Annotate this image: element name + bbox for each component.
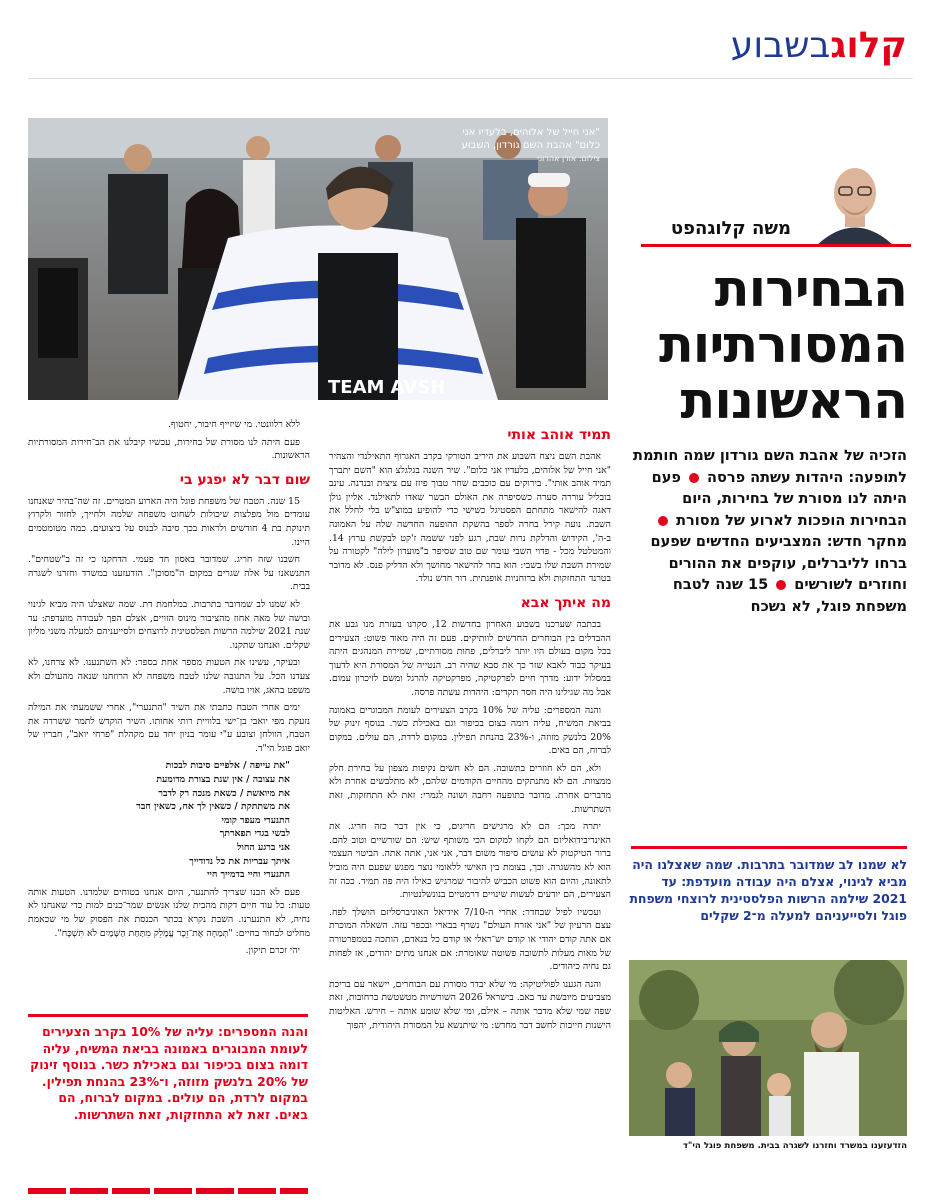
poem-line: "את עייפה / אלפיים סיבות לבכות bbox=[165, 760, 290, 772]
photo-caption bbox=[440, 126, 600, 165]
fogel-family-photo bbox=[629, 960, 907, 1136]
paragraph: והנה הגענו לפוליטיקה: מי שלא יבדר מסורת עם הבוחרים, יישאר עם בריכת מצביעים מיובשת עד באב. בישראל 2026 השורשיות מטשטשת ברחובות, זאת שפה שמי שלא מדבר אותה – אילם, ומי שלא שומע אותה – חירש. האליטות הישנות חייבות לחשב דבר מחדש: מי שיתנשא על המסורת היהודית, יהפוך bbox=[329, 978, 611, 1031]
author-photo bbox=[803, 155, 907, 245]
lead-part-3: מחקר חדש: המצביעים החדשים שפעם ברחו לליברלים, עוקפים את ההורים וחוזרים לשורשים bbox=[650, 534, 907, 593]
top-divider bbox=[28, 78, 913, 79]
bullet-dot bbox=[689, 473, 699, 483]
pullquote-red: והנה המספרים: עליה של 10% בקרב הצעירים לעומת המבוגרים באמונה בביאת המשיח, עליה דומה בצום בכיפור וגם באכילת כשר. בנוסף זינוק של 20% בלנשק מזוזה, ו־23% בהנחת תפילין. במקום לרדת, הם עולים. במקום לברוח, הם באים. זאת לא התחזקות, זאת השתרשות. bbox=[30, 1024, 308, 1122]
paragraph: ועכשיו לפיל שבחדר: אחרי ה-7/10 אידיאל האוניברסליזם הושלך לפח. עצם הרעיון של "אני אזרח העולם" נשרף בבארי ובכפר עזה. השאלה המוכרת אם אתה קודם יהודי או קודם יש־ראלי או קודם כל בנאדם, הותכה בטמפרטורה של מאות מעלות לתשובה פשוטה שאומרת: אם אנחנו מתים יהודים, אז לפחות גם נחיה כיהודים. bbox=[329, 906, 611, 973]
paragraph: פעם לא הבנו שצריך להתנער, היום אנחנו בטוחים שלמדנו. הטעות אותה טעות: כל עוד חיים דקות מהבית שלנו אנשים שמר־כנים למות כדי שאנחנו לא נחיה, לא התנערנו. השבת נקרא בכתר הכנסת את הפסוק של מי שכאמת מחליט לבחור בחיים: "תְּמַחֶה אֶת־זֵכֶר עֲמָלֵק מִתַּחַת הַשָּׁמָיִם לֹא תִּשְׁכָּח". bbox=[28, 886, 310, 939]
lead-part-1: הזכיה של אהבת השם גורדון שמה חותמת לתופעה: היהדות עשתה פרסה bbox=[633, 448, 907, 486]
bottom-decorative-strip bbox=[28, 1188, 308, 1194]
paragraph: פעם היתה לנו מסורת של בחירות, עכשיו קיבלנו את הב־חירות המסורתיות הראשונות. bbox=[28, 436, 310, 462]
poem-line: איתך עבריות את כל נדודייך bbox=[189, 855, 290, 867]
subheading-nothing-will-hurt-me: שום דבר לא יפגע בי bbox=[179, 471, 310, 488]
pullquote-rule bbox=[28, 1014, 308, 1017]
paragraph: ולא, הם לא חוזרים בתשובה. הם לא חשים נקיפות מצפון על בחירת חלק ממצוות. הם לא מתנתקים מהחיים הקודמים שלהם, לא מתלבשים אחרת ולא מדברים אחרת. מדובר בתופעה רחבה ושונה לגמרי: זאת לא התחזקות, זאת השתרשות. bbox=[329, 762, 611, 815]
article-headline bbox=[632, 262, 907, 430]
paragraph: ללא רלוונטי. מי שיזייף חיבור, יחטוף. bbox=[167, 419, 300, 430]
bullet-dot bbox=[776, 580, 786, 590]
poem-lyrics bbox=[28, 759, 290, 881]
paragraph: והנה המספרים: עליה של 10% בקרב הצעירים לעומת המבוגרים באמונה בביאת המשיח, עליה דומה בצום בכיפור וגם באכילת כשר. בנוסף זינוק של 20% בלנשק מזוזה, ו-23% בהנחת תפילין. במקום לרדת, הם עולים. במקום לברוח, הם באים. bbox=[329, 704, 611, 757]
main-photo bbox=[28, 118, 608, 400]
lead-part-2: פעם היתה לנו מסורת של בחירות, היום הבחירות הופכות לארוע של מסורת bbox=[651, 469, 907, 529]
poem-line: התנערי וחיי בדמייך חיי bbox=[206, 869, 290, 881]
author-portrait bbox=[803, 155, 907, 245]
article-lead bbox=[627, 446, 907, 618]
family-illustration bbox=[629, 960, 907, 1136]
paragraph: יהי זכרם תיקון. bbox=[245, 945, 300, 957]
headline-line-3: הראשונות bbox=[680, 372, 907, 431]
paragraph: 15 שנה. הטבח של משפחת פוגל היה הארוע המטרים. זה שה־בהיר שאנחנו עומדים מול מפלצות שיכולות לשחוט משפחה שלמה ולחייך, לחזור ולקרוץ תינוקת בת 4 חודשים ולראות בכך סיבה לבנוס על ביצועים. כמה מטומטמים היינו. bbox=[28, 495, 310, 548]
pullquote-rule bbox=[631, 846, 907, 849]
logo-blue-part: בשבוע bbox=[730, 25, 831, 66]
poem-line: התנערי מעפר קומי bbox=[221, 814, 290, 826]
paragraph: בכתבה שערכנו בשבוע האחרון בחדשות 12, סקרנו בעזרת מנו גבע את ההבדלים בין הבוחרים החדשים לוותיקים. פעם זה היה מאוד פשוט: הצעירים בכל מקום בעולם היו יותר ליברלים, פחות מסורתיים, שמירת המנהגים היתה בעיקר כבוד לאבא שזר כך את סבא שהיה רב. הנטייה של המסורת היא לדעוך במסלול ידוע: מדרך חיים לפרקטיקה, מפרקטיקה להרגל ומשם לזיכרון עמום. אבל מה שגילינו היה חסר תקדים: היהדות עשתה פרסה. bbox=[329, 618, 611, 698]
logo-red-part: קלוג bbox=[830, 25, 907, 66]
subheading-whats-with-you-dad: מה איתך אבא bbox=[520, 594, 611, 611]
author-name: משה קלוגהפט bbox=[670, 218, 791, 239]
bullet-dot bbox=[658, 516, 668, 526]
poem-line: את עצובה / אין שנת בצורת מדומעת bbox=[156, 774, 290, 786]
author-underline bbox=[641, 244, 911, 247]
paragraph: חשבנו שזה חריג. שמדובר באסון חד פעמי. הדחקנו כי זה ב"שטחים". התנשאנו על אלה שגרים במקום ה"מסוכן". הזדעזענו במשרד וחזרנו לשגרה בבית. bbox=[28, 554, 310, 593]
subheading-always-loves-me: תמיד אוהב אותי bbox=[507, 427, 611, 443]
family-photo-caption: הזדעזענו במשרד וחזרנו לשגרה בבית. משפחת פוגל הי"ד bbox=[682, 1141, 907, 1151]
paragraph: ימים אחרי הטבח כתבתי את השיר "התנערי", אחרי ששמעתי את המילה נזעקת מפי יואבי בן־ישי בלוויית רותי אחותו. השיר הוקדש לתמר ששרדה את הטבח, הוולחן וצובע ע"י עומר בניון יחד עם מקהלת "פרחי יואב", חבריו של יואב פוגל הי"ד. bbox=[28, 702, 310, 754]
svg-text:TEAM AVSH: TEAM AVSH bbox=[328, 377, 446, 398]
article-column-middle bbox=[329, 418, 611, 1178]
pullquote-blue: לא שמנו לב שמדובר בתרבות. שמה שאצלנו היה מביא לגינוי, אצלם היה עבודה מועדפת: עד 2021 שילמה הרשות הפלסטינית לרוצחי משפחת פוגל ולסייעניהם למעלה מ־2 שקלים bbox=[629, 857, 907, 923]
poem-line: את מיואשת / כשאת מנכה רק לדבר bbox=[158, 787, 290, 799]
paragraph: אהבת השם ניצח השבוע את היריב הטורקי בקרב האגרוף התאילנדי והצהיר "אני חייל של אלוהים, בלעדיו אני כלום". שיר השנה בגלגלצ הוא "השם יתברך תמיד אוהב אותי". בירוקים עם כוכבים שחר טבוך פיזז עם ציצית ובנדנה. עינב בובליל עוררה סערה כשסיפרה את האולם הבשר שאדו לתאילנד. אליין גולן דאגה להישאר מתחתם הפסטיגל כשישי כדי להופיע במוצ"ש בלי לחלל את השבת. נועה קירל בחרה לספר בהשקת ההופעה החדשה שלה על האמונה ב-ה', הקידוש והדלקת נרות שבת, רגע לפני ששמה ז'קט לבקשת ערוץ 14. והמטלטל מכל - פדוי השבי עומר שם טוב שסיפר ב"מועדון לילה" לקטורה על שמירת השבת שלו בשבי: הוא בחר להישאר מחושך ולא הדליק פנס. לא מדובר בטרנד התחזקות ולא ברוחניות אופנתית. דור חדש נולד. bbox=[329, 451, 611, 585]
headline-line-1: הבחירות bbox=[714, 260, 907, 319]
poem-line: את משתתקת / כשאין לך אח, כשאין חבר bbox=[136, 801, 290, 813]
paragraph: יתרה מכך: הם לא מרגישים חריגים, כי אין דבר כזה חריג. את האינדיבידואליזם הם לקחו למקום הכי משותף שיש: הם שורשיים וטוב להם. ברור הטיקטוק לא עושים סיפור משום דבר, אני אני, אתה אתה. הביטוי העצמי הוא לא מהשגרה. וכך, בצומת בין האישי ללאומי נוצר מפגש שפעם היה מוביל לתאונה, והיום הוא פשוט הכביש להיבור שמרגיש כאילו היה פה תמיד. ככה זה הצעירים, הם יודעים לעשות שינויים דרמטיים בנונשלנטיות. bbox=[329, 821, 611, 901]
paragraph: ובעיקר, עשינו את הטעות מספר אחת בספר: לא השתנענו. לא צרחנו, לא צעדנו הכל. על התגובה שלנו לטבח משפחה לא הרוזחנו שנאה מהעולם ולא משפט בהאג, אויו בושה. bbox=[28, 657, 310, 696]
poem-line: אני ברגע החול bbox=[237, 842, 290, 854]
poem-line: לבשי בגדי תפארתך bbox=[219, 828, 290, 840]
photo-credit: צילום: אורן אהרוני bbox=[537, 154, 600, 163]
paragraph: לא שמנו לב שמדובר בתרבות. במלחמת דת. שמה שאצלנו היה מביא לגינוי ובושה של מאה אחוז מהציבור מינוס הזויים, אצלם הפך לעבודה מועדפת: עד שנת 2021 שילמה הרשות הפלסטינית לרוצחים ולסייעניהם למעלה משני מליון שקלים. ואנחנו שתקנו. bbox=[28, 598, 310, 651]
masthead-logo bbox=[731, 24, 907, 68]
lead-part-4: 15 שנה לטבח משפחת פוגל, לא נשכח bbox=[672, 577, 907, 615]
headline-line-2: המסורתיות bbox=[658, 316, 907, 375]
caption-text: "אני חייל של אלוהים, בלעדיו אני כלום" אהבת השם גורדון, השבוע bbox=[461, 127, 600, 151]
